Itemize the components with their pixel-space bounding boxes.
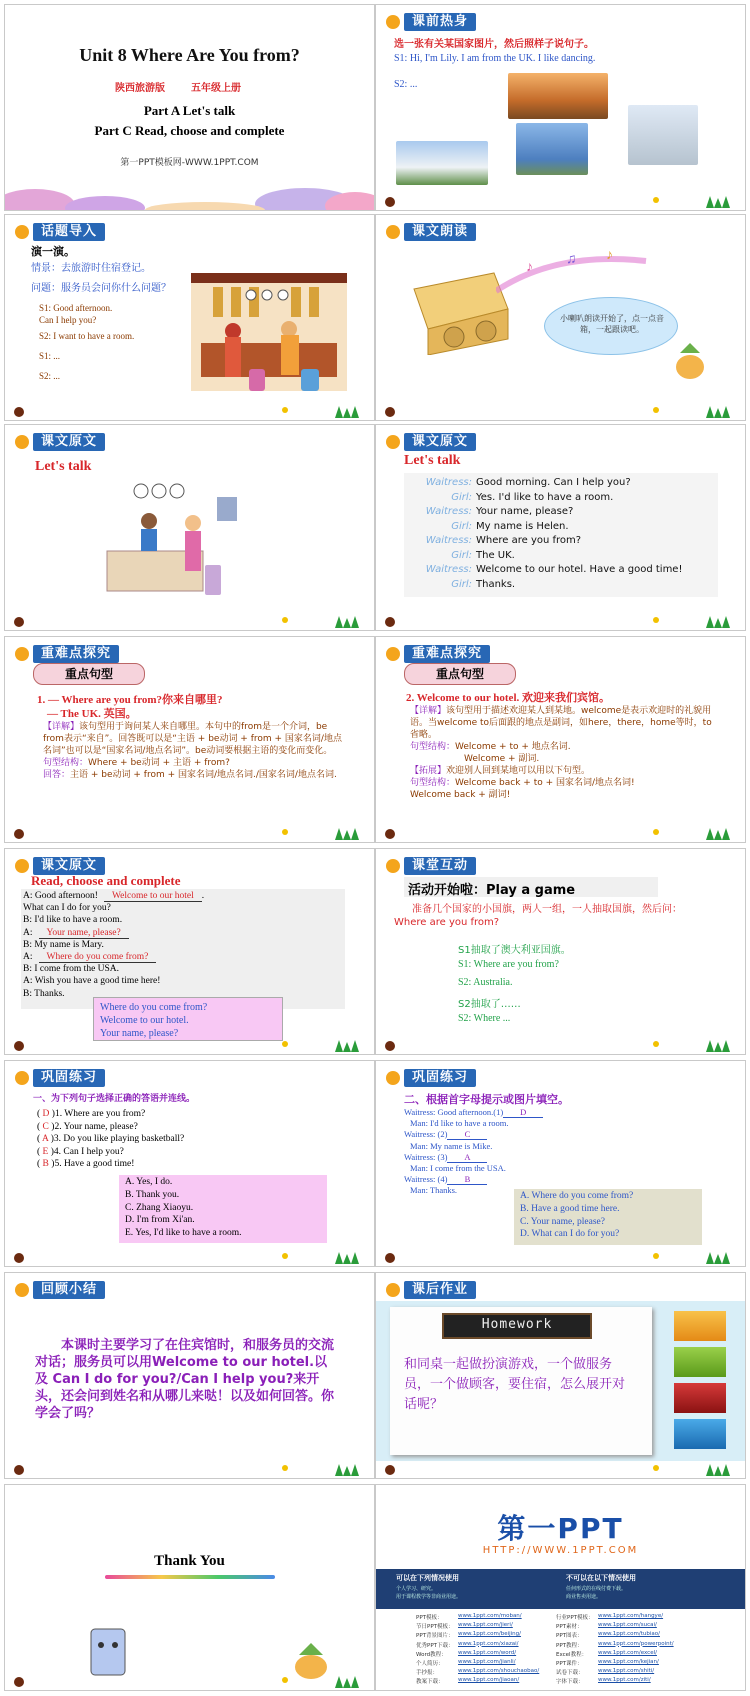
allowed-heading: 可以在下列情况使用 (396, 1574, 459, 1582)
filled-answer: C (447, 1129, 487, 1140)
speaker-label: Girl: (451, 520, 472, 532)
slide-original-text-dialog (375, 424, 746, 631)
link-label: Excel教程： (556, 1651, 588, 1658)
site-link[interactable]: 第一PPT模板网-WWW.1PPT.COM (120, 158, 259, 168)
svg-text:♪: ♪ (606, 248, 613, 263)
dialog-line (23, 940, 104, 950)
chalkboard-text: Homework (481, 1317, 553, 1332)
section-tag: 重难点探究 (404, 645, 490, 663)
filled-answer: Where do you come from? (39, 952, 157, 963)
link-url[interactable]: www.1ppt.com/word/ (458, 1649, 517, 1656)
pineapple-character (672, 341, 708, 381)
color-tab (674, 1311, 726, 1341)
link-label: PPT背景图片： (416, 1633, 454, 1640)
thank-you-text: Thank You (154, 1553, 225, 1569)
dialog-line: S2: ... (39, 371, 61, 381)
grass-decoration (5, 1246, 375, 1266)
detail (410, 705, 720, 801)
link-label: 个人简历： (416, 1661, 444, 1667)
lesson-title: Unit 8 Where Are You from? (79, 45, 300, 65)
answer: — The UK. 英国。 (47, 708, 137, 720)
homework-text: 和同桌一起做扮演游戏，一个做服务员，一个做顾客，要住宿，怎么展开对话呢？ (404, 1357, 626, 1412)
forbidden-heading: 不可以在以下情况使用 (566, 1574, 636, 1582)
link-url[interactable]: www.1ppt.com/moban/ (458, 1613, 522, 1619)
dialog-text: Waitress: (4) (404, 1174, 448, 1185)
link-label: 手抄报： (416, 1670, 439, 1677)
matching-item (37, 1159, 134, 1169)
structure-2: Welcome + 副词. (464, 754, 540, 764)
paren-close: ) (48, 1159, 55, 1169)
link-url[interactable]: www.1ppt.com/jianli/ (458, 1659, 516, 1665)
link-label: 优秀PPT下载： (416, 1642, 454, 1649)
paren-close: ) (48, 1121, 55, 1132)
summary-text: 本课时主要学习了在住宾馆时，和服务员的交流对话；服务员可以用Welcome to our hotel.以及 Can I do for you?/Can I help you?来开头，还会问到姓名和从哪儿来哒！以及如何回答。你学会了吗？ (35, 1338, 335, 1421)
brand-url[interactable]: HTTP://WWW.1PPT.COM (482, 1545, 639, 1556)
dialog-text: Your name, please? (476, 506, 574, 517)
speaker-label: Girl: (451, 578, 472, 590)
paren-close: ) (49, 1109, 55, 1119)
option: B. Have a good time here. (520, 1203, 620, 1214)
dialog-line: S1: Good afternoon. (39, 303, 113, 313)
dialog-prefix: B: Thanks. (23, 988, 65, 999)
dialog-text: Waitress: (3) (404, 1151, 448, 1162)
option: D. I'm from Xi'an. (125, 1215, 195, 1226)
link-label: PPT素材： (556, 1624, 583, 1631)
rainbow-underline (105, 1575, 275, 1579)
dialog-line (410, 1185, 457, 1195)
slide-thank-you (4, 1484, 375, 1691)
section-tag: 课堂互动 (404, 857, 476, 875)
question: 问题：服务员会问你什么问题？ (31, 283, 171, 294)
paren-open: ( (37, 1121, 43, 1132)
dialog-prefix: B: I come from the USA. (23, 964, 120, 975)
paren-close: ) (48, 1146, 54, 1157)
heading: 二、根据首字母提示或图片填空。 (404, 1093, 569, 1106)
dialog-line (23, 964, 119, 974)
dialog-line (23, 915, 122, 925)
hotel-desk-illustration (101, 477, 241, 603)
svg-text:♫: ♫ (566, 252, 577, 267)
slide-1ppt-info (375, 1484, 746, 1691)
link-url[interactable]: www.1ppt.com/shouchaobao/ (458, 1668, 540, 1675)
slide-warm-up (375, 4, 746, 211)
dialog-text: Man: I come from the USA. (410, 1163, 506, 1173)
link-url[interactable]: www.1ppt.com/jiaoan/ (458, 1677, 520, 1684)
option: Where do you come from? (100, 1002, 208, 1013)
game-line: S1抽取了澳大利亚国旗。 (458, 945, 571, 956)
dialog-text: Good morning. Can I help you? (476, 477, 631, 488)
dialog-text: The UK. (476, 549, 515, 561)
grass-decoration (5, 610, 375, 630)
question-text: 2. Your name, please? (54, 1121, 138, 1132)
speaker-label: Girl: (451, 549, 472, 561)
link-label: PPT课件： (556, 1661, 583, 1667)
section-tag: 课前热身 (404, 13, 476, 31)
link-label: PPT模板： (416, 1615, 443, 1621)
question-text: 1. Where are you from? (54, 1109, 146, 1119)
structure-label: 句型结构： (43, 758, 89, 768)
white-house-photo (396, 141, 488, 185)
slide-practice-2 (375, 1060, 746, 1267)
dialog-text: Thanks. (476, 578, 516, 590)
grass-decoration (5, 1034, 375, 1054)
scene: 情景：去旅游时住宿登记。 (31, 263, 151, 274)
link-url[interactable]: www.1ppt.com/excel/ (598, 1649, 657, 1656)
slide-topic-intro (4, 214, 375, 421)
heading: Let's talk (404, 453, 461, 468)
matching-item (37, 1134, 184, 1144)
dialog-prefix: A: (23, 952, 33, 962)
petal-decoration (5, 170, 375, 210)
eiffel-tower-photo (516, 123, 588, 175)
instruction: 选一张有关某国家图片，然后照样子说句子。 (394, 39, 594, 50)
dialog-line (23, 903, 111, 913)
filled-answer: D (503, 1107, 543, 1118)
grass-decoration (376, 1458, 746, 1478)
dialog-line: S1: ... (39, 351, 61, 361)
link-label: PPT图表： (556, 1633, 583, 1640)
dialog-line (404, 1107, 543, 1118)
section-tag: 巩固练习 (404, 1069, 476, 1087)
grass-decoration (376, 610, 746, 630)
answer-letter: C (42, 1121, 49, 1132)
dialog-prefix: B: My name is Mary. (23, 939, 104, 950)
slide-title (4, 4, 375, 211)
option: C. Zhang Xiaoyu. (125, 1202, 194, 1213)
example-s1: S1: Hi, I'm Lily. I am from the UK. I like dancing. (394, 53, 596, 64)
structure-4: Welcome back + 副词! (410, 790, 511, 800)
slide-text-reading (375, 214, 746, 421)
dialog-line (410, 1118, 509, 1128)
grass-decoration (376, 1034, 746, 1054)
bubble-text: 小喇叭朗读开始了，点一点音箱，一起跟读吧。 (560, 314, 664, 334)
dialog-line (410, 1163, 506, 1173)
filled-answer: A (447, 1152, 487, 1163)
section-tag: 回顾小结 (33, 1281, 105, 1299)
paren-open: ( (37, 1146, 43, 1157)
dialog-line (404, 1174, 487, 1185)
speaker-label: Waitress: (425, 477, 472, 488)
section-tag: 巩固练习 (33, 1069, 105, 1087)
dialog-line (404, 1129, 487, 1140)
answer-letter: E (42, 1146, 49, 1157)
music-notes-decoration (496, 241, 656, 301)
question: 1. — Where are you from?你来自哪里? (37, 694, 223, 706)
paren-close: ) (48, 1134, 54, 1144)
structure-1: Welcome + to + 地点名词. (455, 742, 571, 752)
game-line: S2抽取了…… (458, 999, 521, 1010)
forbidden-note: 任何形式的在线付费下载。 (566, 1586, 627, 1592)
dialog-text: Where are you from? (476, 535, 582, 546)
dialog-line (23, 891, 204, 901)
big-ben-photo (628, 105, 698, 165)
svg-text:♪: ♪ (526, 260, 533, 275)
link-url[interactable]: www.1ppt.com/powerpoint/ (598, 1640, 674, 1647)
heading: Let's talk (35, 459, 92, 474)
grass-decoration (5, 400, 375, 420)
dialog-text: Waitress: (2) (404, 1129, 448, 1140)
slide-key-sentence-2 (375, 636, 746, 843)
dialog-line (23, 928, 129, 938)
section-tag: 课文原文 (404, 433, 476, 451)
slide-key-sentence-1 (4, 636, 375, 843)
link-label: 教案下载： (416, 1679, 444, 1686)
link-url[interactable]: www.1ppt.com/sucai/ (598, 1622, 657, 1629)
slide-classroom-game (375, 848, 746, 1055)
link-url[interactable]: www.1ppt.com/kejian/ (598, 1659, 659, 1665)
detail-text: 该句型用于描述欢迎某人到某地。welcome是表示欢迎时的礼貌用语。当welcome to后面跟的地点是副词，如here，there，home等时，to省略。 (410, 706, 712, 740)
paren-open: ( (37, 1109, 43, 1119)
section-tag: 课文原文 (33, 857, 105, 875)
dialog-line (410, 1141, 492, 1151)
key-sentence-pill: 重点句型 (404, 663, 516, 685)
paren-open: ( (37, 1159, 43, 1169)
dialog-line (23, 952, 156, 962)
grass-decoration (376, 1246, 746, 1266)
grass-decoration (376, 822, 746, 842)
publisher: 陕西旅游版 (115, 83, 165, 94)
slide-summary (4, 1272, 375, 1479)
link-url[interactable]: www.1ppt.com/ziti/ (598, 1677, 651, 1684)
link-label: 字体下载： (556, 1679, 584, 1686)
answer-letter: D (42, 1109, 50, 1119)
grass-decoration (5, 1670, 375, 1690)
matching-item (37, 1109, 145, 1119)
color-tab (674, 1419, 726, 1449)
speaker-label: Waitress: (425, 535, 472, 546)
hotel-reception-illustration (191, 273, 347, 391)
dialog-text: Waitress: Good afternoon.(1) (404, 1107, 504, 1117)
dialog-suffix: . (201, 891, 205, 901)
great-wall-photo (508, 73, 608, 119)
detail-text: 该句型用于询问某人来自哪里。本句中的from是一个介词，be from表示“来自”。回答既可以是“主语 + be动词 + from + 国家名词/地点名词”也可以是“国家名词/地点名词”。be动词要根据主语的变化而变化。 (43, 722, 342, 756)
heading: Read, choose and complete (31, 873, 181, 888)
extension-text: 欢迎别人回到某地可以用以下句型。 (446, 766, 591, 776)
question-text: 5. Have a good time! (54, 1159, 135, 1169)
matching-item (37, 1147, 124, 1157)
extension-label: 【拓展】 (410, 766, 447, 776)
grass-decoration (5, 1458, 375, 1478)
speaker-label: Waitress: (425, 506, 472, 517)
link-label: 节日PPT模板： (416, 1624, 454, 1631)
game-line: S2: Where ... (458, 1013, 511, 1024)
allowed-note: 用于课程教学等非商业用途。 (396, 1594, 462, 1600)
example-s2: S2: ... (394, 79, 418, 90)
dialog-line: Can I help you? (39, 315, 97, 325)
question-text: 3. Do you like playing basketball? (53, 1134, 185, 1144)
color-tab (674, 1347, 726, 1377)
dialog-prefix: A: (23, 927, 33, 938)
answer-letter: A (42, 1134, 49, 1144)
link-label: PPT教程： (556, 1642, 583, 1649)
slide-read-choose-complete (4, 848, 375, 1055)
section-tag: 课文朗读 (404, 223, 476, 241)
dialog-text: Man: I'd like to have a room. (410, 1118, 509, 1129)
dialog-text: Man: Thanks. (410, 1185, 458, 1196)
brand-logo: 第一PPT (497, 1512, 624, 1545)
dialog-text: My name is Helen. (476, 520, 569, 532)
forbidden-note: 商业售卖用途。 (566, 1594, 602, 1600)
structure-3: Welcome back + to + 国家名词/地点名词! (455, 778, 635, 788)
dialog-text: Welcome to our hotel. Have a good time! (476, 564, 683, 575)
dialog-prefix: B: I'd like to have a room. (23, 915, 123, 926)
link-url[interactable]: www.1ppt.com/hangye/ (598, 1613, 664, 1619)
link-url[interactable]: www.1ppt.com/beijing/ (458, 1631, 522, 1638)
section-tag: 课文原文 (33, 433, 105, 451)
detail-label: 【详解】 (410, 706, 447, 716)
filled-answer: B (447, 1174, 487, 1185)
instruction: 准备几个国家的小国旗，两人一组，一人抽取国旗，然后问：Where are you from? (394, 904, 682, 928)
option: D. What can I do for you? (520, 1229, 620, 1240)
structure-label: 句型结构： (410, 742, 456, 752)
dialog-line: S2: I want to have a room. (39, 331, 135, 341)
dialog-line (23, 976, 160, 986)
color-tab (674, 1383, 726, 1413)
speaker-label: Waitress: (425, 564, 472, 575)
matching-item (37, 1122, 138, 1132)
option: E. Yes, I'd like to have a room. (125, 1228, 242, 1239)
option: C. Your name, please? (520, 1216, 605, 1227)
dialog-line (23, 989, 65, 999)
dialog-prefix: What can I do for you? (23, 903, 111, 914)
link-url[interactable]: www.1ppt.com/tubiao/ (598, 1631, 660, 1638)
heading: 一、为下列句子选择正确的答语并连线。 (33, 1094, 196, 1104)
heading: 演一演。 (31, 245, 75, 258)
option: B. Thank you. (125, 1189, 180, 1200)
section-tag: 重难点探究 (33, 645, 119, 663)
speaker-label: Girl: (451, 491, 472, 503)
link-url[interactable]: www.1ppt.com/jieri/ (458, 1622, 513, 1629)
option: Welcome to our hotel. (100, 1015, 189, 1026)
dialog-line (404, 1152, 487, 1163)
grass-decoration (376, 400, 746, 420)
structure-label-2: 句型结构： (410, 778, 456, 788)
grass-decoration (376, 190, 746, 210)
link-label: 试卷下载： (556, 1670, 584, 1677)
filled-answer: Welcome to our hotel (104, 891, 202, 902)
part-c: Part C Read, choose and complete (94, 123, 285, 138)
option: A. Where do you come from? (520, 1191, 634, 1201)
detail-label: 【详解】 (43, 722, 80, 732)
grade: 五年级上册 (191, 83, 241, 94)
answer-text: 主语 + be动词 + from + 国家名词/地点名词./国家名词/地点名词. (70, 770, 337, 780)
slide-practice-1 (4, 1060, 375, 1267)
option: A. Yes, I do. (125, 1177, 173, 1187)
allowed-note: 个人学习、研究。 (396, 1586, 437, 1592)
grass-decoration (5, 822, 375, 842)
slide-original-text-image (4, 424, 375, 631)
dialog-text: Yes. I'd like to have a room. (476, 491, 614, 503)
option: Your name, please? (100, 1028, 179, 1039)
link-url[interactable]: www.1ppt.com/xiazai/ (458, 1640, 519, 1647)
game-line: S2: Australia. (458, 977, 513, 988)
structure-text: Where + be动词 + 主语 + from? (88, 758, 230, 768)
slide-homework (375, 1272, 746, 1479)
link-url[interactable]: www.1ppt.com/shiti/ (598, 1668, 655, 1675)
section-tag: 话题导入 (33, 223, 105, 241)
question-text: 4. Can I help you? (53, 1146, 124, 1157)
answer-label: 回答： (43, 770, 71, 780)
link-label: 行业PPT模板： (556, 1615, 594, 1621)
key-sentence-pill: 重点句型 (33, 663, 145, 685)
paren-open: ( (37, 1134, 43, 1144)
link-label: Word教程： (416, 1651, 447, 1658)
heading: 活动开始啦：Play a game (408, 883, 576, 898)
game-line: S1: Where are you from? (458, 959, 559, 970)
answer-letter: B (42, 1159, 49, 1169)
sentence: 2. Welcome to our hotel. 欢迎来我们宾馆。 (406, 692, 610, 704)
filled-answer: Your name, please? (39, 928, 129, 939)
dialog-prefix: A: Wish you have a good time here! (23, 976, 161, 987)
dialog-prefix: A: Good afternoon! (23, 891, 98, 901)
dialog-text: Man: My name is Mike. (410, 1140, 493, 1151)
part-a: Part A Let's talk (143, 103, 236, 118)
detail (43, 721, 349, 781)
section-tag: 课后作业 (404, 1281, 476, 1299)
